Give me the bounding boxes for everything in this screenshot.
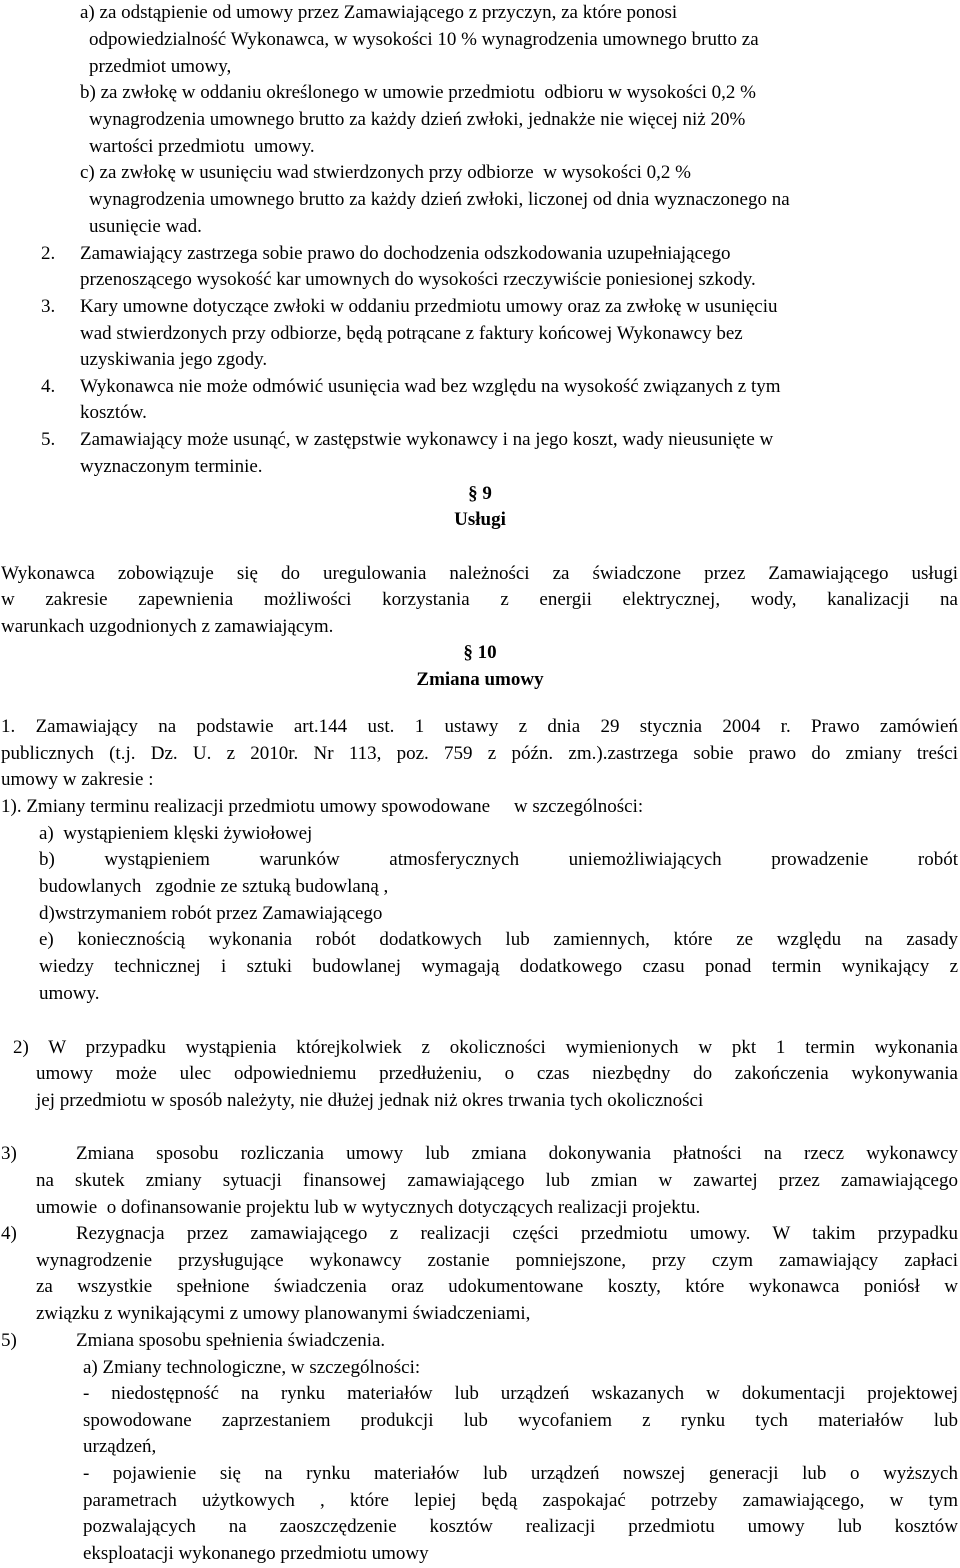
text-line: związku z wynikającymi z umowy planowanymi świadczeniami,: [36, 1303, 531, 1324]
paragraph-number: 5.: [41, 429, 56, 450]
text-line: a) za odstąpienie od umowy przez Zamawiającego z przyczyn, za które ponosi: [80, 2, 678, 23]
text-line: 1). Zmiany terminu realizacji przedmiotu umowy spowodowane w szczególności:: [1, 796, 644, 817]
text-line: wiedzy technicznej i sztuki budowlanej wymagają dodatkowego czasu ponad termin wynikający z: [39, 956, 958, 977]
text-line: 2) W przypadku wystąpienia którejkolwiek z okoliczności wymienionych w pkt 1 termin wykonania: [13, 1037, 958, 1058]
text-line: spowodowane zaprzestaniem produkcji lub wycofaniem z rynku tych materiałów lub: [83, 1410, 958, 1431]
text-line: Wykonawca zobowiązuje się do uregulowania należności za świadczone przez Zamawiającego usługi: [1, 563, 958, 584]
text-line: b) wystąpieniem warunków atmosferycznych uniemożliwiających prowadzenie robót: [39, 849, 958, 870]
text-line: na skutek zmiany sytuacji finansowej zamawiającego lub zmian w zawartej przez zamawiającego: [36, 1170, 958, 1191]
text-line: 1. Zamawiający na podstawie art.144 ust. 1 ustawy z dnia 29 stycznia 2004 r. Prawo zamówień: [1, 716, 958, 737]
item-number: 4): [1, 1223, 17, 1244]
text-line: c) za zwłokę w usunięciu wad stwierdzonych przy odbiorze w wysokości 0,2 %: [80, 162, 691, 183]
text-line: odpowiedzialność Wykonawca, w wysokości 10 % wynagrodzenia umownego brutto za: [89, 29, 759, 50]
text-line: Zamawiający może usunąć, w zastępstwie wykonawcy i na jego koszt, wady nieusunięte w: [80, 429, 774, 450]
text-line: parametrach użytkowych , które lepiej będą zaspokajać potrzeby zamawiającego, w tym: [83, 1490, 958, 1511]
text-line: wynagrodzenia umownego brutto za każdy dzień zwłoki, liczonej od dnia wyznaczonego na: [89, 189, 790, 210]
section-9-title: Usługi: [454, 509, 506, 530]
text-line: Wykonawca nie może odmówić usunięcia wad bez względu na wysokość związanych z tym: [80, 376, 781, 397]
item-number: 3): [1, 1143, 17, 1164]
text-line: publicznych (t.j. Dz. U. z 2010r. Nr 113, poz. 759 z późn. zm.).zastrzega sobie prawo do zmiany treści: [1, 743, 958, 764]
text-line: uzyskiwania jego zgody.: [80, 349, 268, 370]
text-line: w zakresie zapewnienia możliwości korzystania z energii elektrycznej, wody, kanalizacji na: [1, 589, 958, 610]
item-number: 5): [1, 1330, 17, 1351]
text-line: pozwalających na zaoszczędzenie kosztów realizacji przedmiotu umowy lub kosztów: [83, 1516, 958, 1537]
section-10-heading: § 10: [463, 642, 497, 663]
text-line: a) wystąpieniem klęski żywiołowej: [39, 823, 313, 844]
text-line: umowy.: [39, 983, 100, 1004]
paragraph-number: 4.: [41, 376, 56, 397]
text-line: za wszystkie spełnione świadczenia oraz udokumentowane koszty, które wykonawca poniósł w: [36, 1276, 958, 1297]
text-line: wartości przedmiotu umowy.: [89, 136, 315, 157]
text-line: Kary umowne dotyczące zwłoki w oddaniu przedmiotu umowy oraz za zwłokę w usunięciu: [80, 296, 778, 317]
text-line: budowlanych zgodnie ze sztuką budowlaną ,: [39, 876, 389, 897]
text-line: kosztów.: [80, 402, 147, 423]
text-line: e) koniecznością wykonania robót dodatkowych lub zamiennych, które ze względu na zasady: [39, 929, 958, 950]
text-line: umowy może ulec odpowiedniemu przedłużeniu, o czas niezbędny do zakończenia wykonywania: [36, 1063, 958, 1084]
text-line: wynagrodzenie przysługujące wykonawcy zostanie pomniejszone, przy czym zamawiający zapłaci: [36, 1250, 958, 1271]
section-10-title: Zmiana umowy: [416, 669, 544, 690]
text-line: usunięcie wad.: [89, 216, 202, 237]
text-line: Zmiana sposobu rozliczania umowy lub zmiana dokonywania płatności na rzecz wykonawcy: [76, 1143, 958, 1164]
text-line: Zmiana sposobu spełnienia świadczenia.: [76, 1330, 386, 1351]
text-line: urządzeń,: [83, 1436, 157, 1457]
text-line: warunkach uzgodnionych z zamawiającym.: [1, 616, 334, 637]
text-line: Zamawiający zastrzega sobie prawo do dochodzenia odszkodowania uzupełniającego: [80, 243, 731, 264]
text-line: b) za zwłokę w oddaniu określonego w umowie przedmiotu odbioru w wysokości 0,2 %: [80, 82, 756, 103]
paragraph-number: 2.: [41, 243, 56, 264]
text-line: Rezygnacja przez zamawiającego z realizacji części przedmiotu umowy. W takim przypadku: [76, 1223, 958, 1244]
text-line: wyznaczonym terminie.: [80, 456, 263, 477]
text-line: - niedostępność na rynku materiałów lub urządzeń wskazanych w dokumentacji projektowej: [83, 1383, 958, 1404]
text-line: przedmiot umowy,: [89, 56, 232, 77]
text-line: umowie o dofinansowanie projektu lub w wytycznych dotyczących realizacji projektu.: [36, 1197, 701, 1218]
text-line: umowy w zakresie :: [1, 769, 154, 790]
text-line: d)wstrzymaniem robót przez Zamawiającego: [39, 903, 383, 924]
text-line: - pojawienie się na rynku materiałów lub urządzeń nowszej generacji lub o wyższych: [83, 1463, 958, 1484]
text-line: a) Zmiany technologiczne, w szczególności:: [83, 1357, 421, 1378]
paragraph-number: 3.: [41, 296, 56, 317]
text-line: wad stwierdzonych przy odbiorze, będą potrącane z faktury końcowej Wykonawcy bez: [80, 323, 743, 344]
text-line: przenoszącego wysokość kar umownych do wysokości rzeczywiście poniesionej szkody.: [80, 269, 756, 290]
section-9-heading: § 9: [468, 483, 492, 504]
text-line: jej przedmiotu w sposób należyty, nie dłużej jednak niż okres trwania tych okoliczności: [36, 1090, 704, 1111]
text-line: eksploatacji wykonanego przedmiotu umowy: [83, 1543, 429, 1564]
text-line: wynagrodzenia umownego brutto za każdy dzień zwłoki, jednakże nie więcej niż 20%: [89, 109, 746, 130]
